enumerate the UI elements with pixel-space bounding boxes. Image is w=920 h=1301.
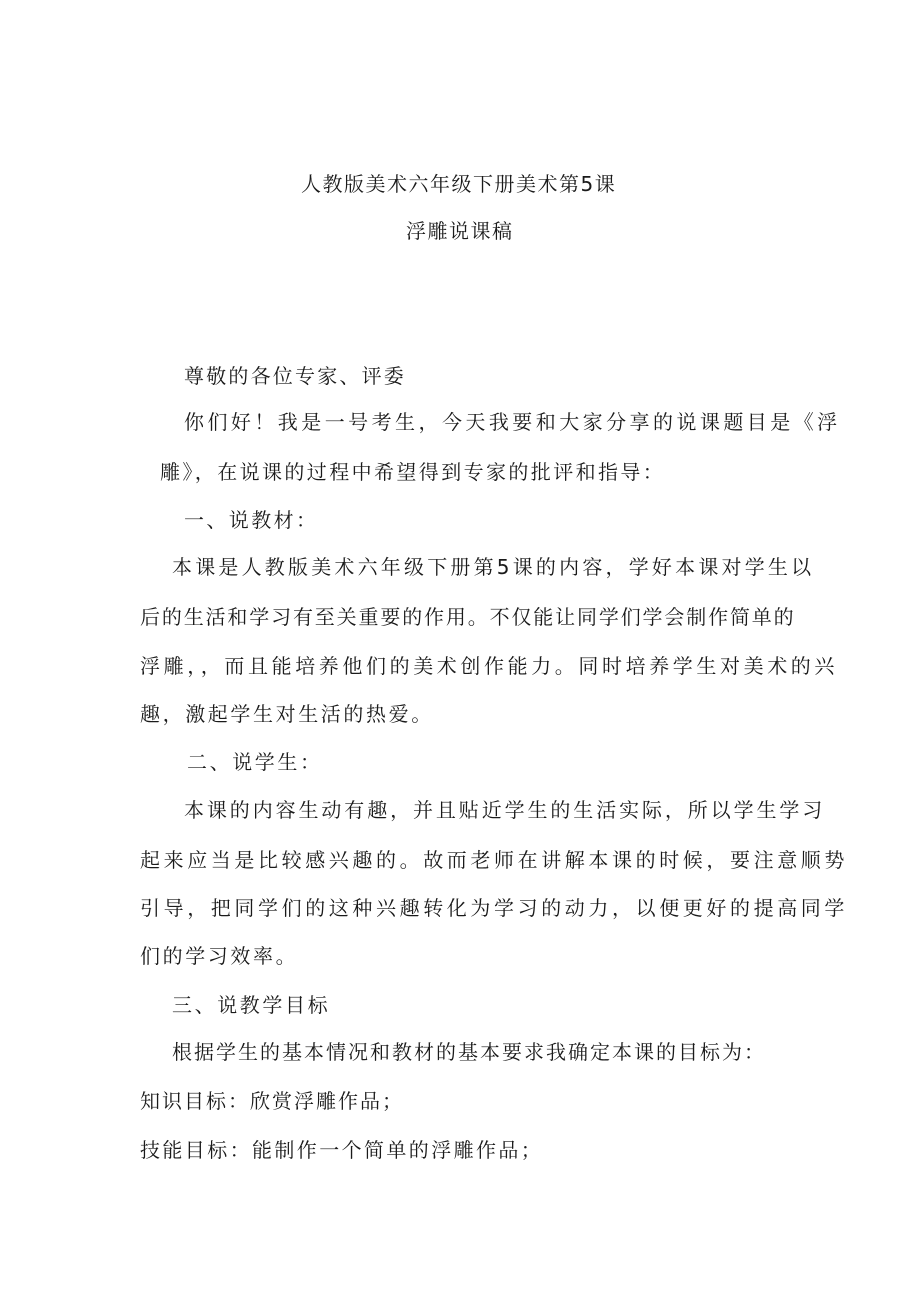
intro-line: 雕》，在说课的过程中希望得到专家的批评和指导： <box>160 460 666 484</box>
paragraph-line: 本课的内容生动有趣，并且贴近学生的生活实际，所以学生学习 <box>184 798 826 822</box>
paragraph-line: 浮雕，，而且能培养他们的美术创作能力。同时培养学生对美术的兴 <box>140 654 838 678</box>
document-title: 人教版美术六年级下册美术第5课 <box>301 172 617 196</box>
goal-skill: 技能目标：能制作一个简单的浮雕作品； <box>140 1138 544 1162</box>
paragraph-line: 引导，把同学们的这种兴趣转化为学习的动力，以便更好的提高同学 <box>140 896 848 920</box>
paragraph-line: 趣，激起学生对生活的热爱。 <box>140 702 434 726</box>
greeting: 尊敬的各位专家、评委 <box>184 364 406 388</box>
section-heading: 一、说教材： <box>184 508 319 532</box>
document-subtitle: 浮雕说课稿 <box>406 219 514 243</box>
paragraph-line: 后的生活和学习有至关重要的作用。不仅能让同学们学会制作简单的 <box>140 605 796 629</box>
goal-knowledge: 知识目标：欣赏浮雕作品； <box>140 1089 404 1113</box>
paragraph-line: 起来应当是比较感兴趣的。故而老师在讲解本课的时候，要注意顺势 <box>140 848 848 872</box>
paragraph-line: 本课是人教版美术六年级下册第5课的内容，学好本课对学生以 <box>172 555 815 579</box>
paragraph-line: 们的学习效率。 <box>140 944 299 968</box>
paragraph-line: 根据学生的基本情况和教材的基本要求我确定本课的目标为： <box>172 1040 766 1064</box>
section-heading: 二、说学生： <box>187 750 323 774</box>
section-heading: 三、说教学目标 <box>172 993 331 1017</box>
intro-line: 你们好！我是一号考生，今天我要和大家分享的说课题目是《浮 <box>184 410 841 434</box>
